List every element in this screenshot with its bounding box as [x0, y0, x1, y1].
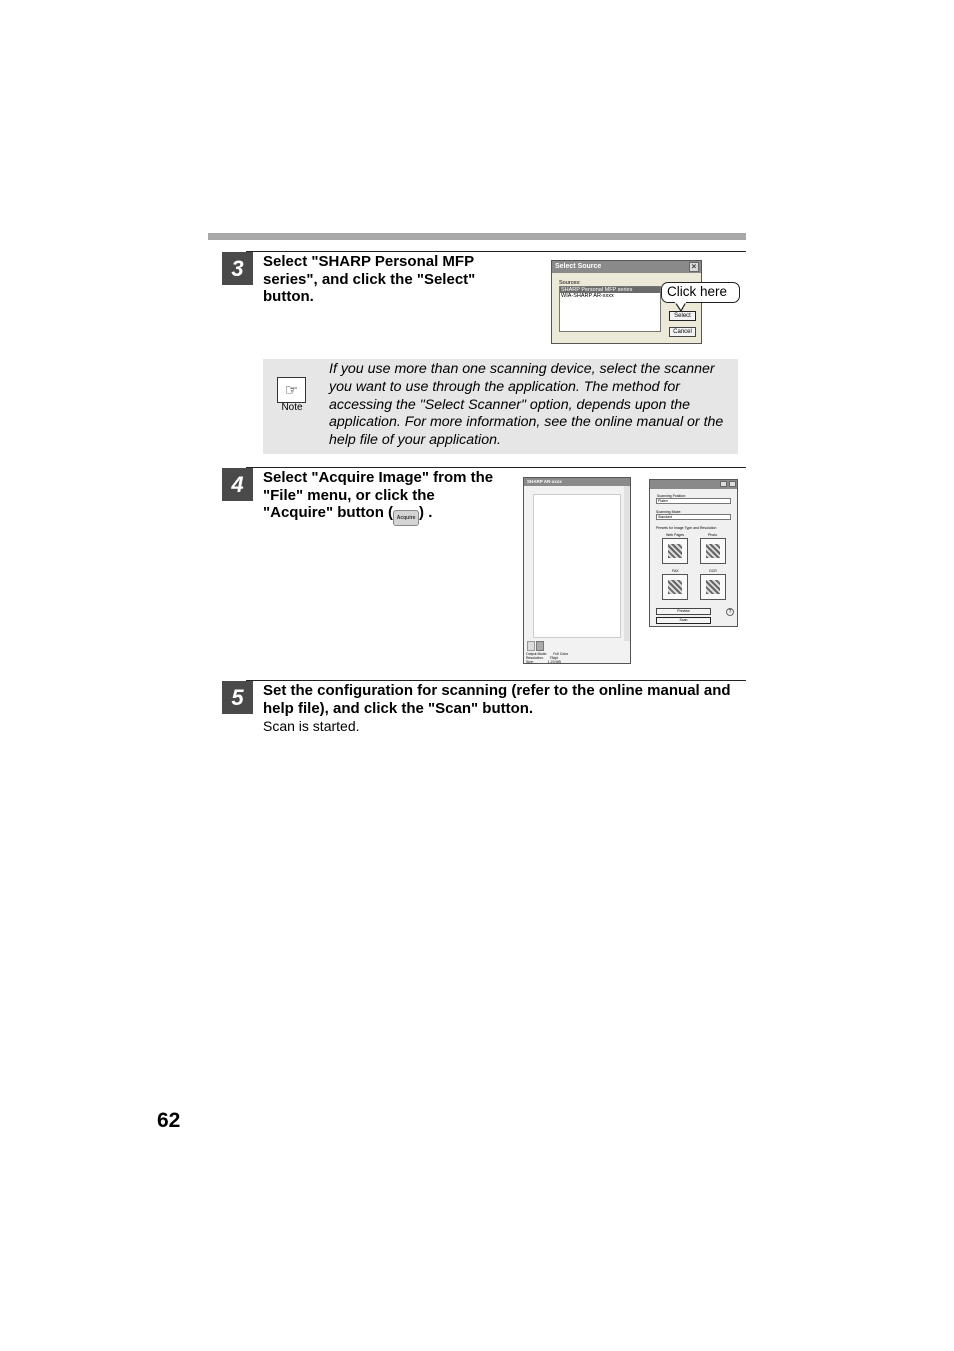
dialog-titlebar: [552, 261, 701, 273]
preset-label-photo: Photo: [708, 533, 718, 537]
ocr-icon[interactable]: [700, 574, 726, 600]
position-label: Scanning Position:: [657, 494, 686, 498]
preset-label-ocr: OCR: [709, 569, 717, 573]
preview-button[interactable]: Preview: [656, 608, 711, 615]
step-3-text: Select "SHARP Personal MFP series", and click the "Select" button.: [263, 253, 476, 305]
presets-label: Presets for Image Type and Resolution: [656, 526, 717, 530]
info-rows: Output Mode: Full Color Resolution: 75dpi Size: 1.23 MB: [526, 652, 569, 664]
pointing-hand-icon: ☞: [277, 377, 306, 403]
scrollbar[interactable]: [624, 486, 630, 641]
fax-icon[interactable]: [662, 574, 688, 600]
mode-label: Scanning Mode:: [656, 510, 682, 514]
note-box: [263, 359, 738, 454]
thumb-icon: [536, 641, 544, 651]
page-number: 62: [157, 1109, 181, 1132]
source-item[interactable]: WIA-SHARP AR-xxxx: [561, 293, 614, 299]
web-pages-icon[interactable]: [662, 538, 688, 564]
sources-list[interactable]: [559, 286, 661, 332]
settings-titlebar: [650, 480, 737, 489]
note-label: Note: [281, 402, 303, 413]
app-window: [523, 477, 631, 664]
step-4-text-before: Select "Acquire Image" from the "File" menu, or click the "Acquire" button (: [263, 469, 494, 521]
click-here-callout: Click here: [661, 282, 740, 303]
step-3-rule: [246, 251, 746, 252]
callout-pointer: [674, 302, 688, 312]
sources-label: Sources:: [559, 280, 581, 286]
step-4-number: 4: [222, 468, 253, 501]
help-icon[interactable]: ?: [726, 608, 734, 616]
preset-label-web: Web Pages: [666, 533, 685, 537]
step-5-number: 5: [222, 681, 253, 714]
thumb-icon: [527, 641, 535, 651]
app-titlebar: [524, 478, 630, 486]
preview-area: [533, 494, 621, 638]
mode-select[interactable]: Standard: [656, 514, 731, 520]
header-bar: [208, 233, 746, 240]
minimize-icon[interactable]: [720, 481, 727, 487]
acquire-button-icon[interactable]: Acquire: [393, 510, 419, 526]
photo-icon[interactable]: [700, 538, 726, 564]
position-select[interactable]: Platen: [656, 498, 731, 504]
step-5-rule: [246, 680, 746, 681]
step-4-text: [263, 469, 503, 526]
close-icon[interactable]: [729, 481, 736, 487]
step-4-rule: [246, 467, 746, 468]
scan-button[interactable]: Scan: [656, 617, 711, 624]
close-icon[interactable]: ×: [689, 262, 699, 272]
select-button[interactable]: Select: [669, 311, 696, 321]
step-5-subtext: Scan is started.: [263, 718, 360, 734]
source-item-selected[interactable]: SHARP Personal MFP series: [560, 287, 660, 293]
dialog-title: Select Source: [555, 263, 602, 270]
note-text: If you use more than one scanning device, select the scanner you want to use through the application. The method for accessing the "Select Scanner" option, depends upon the application. For more information, see the online manual or the help file of your application.: [329, 361, 724, 449]
cancel-button[interactable]: Cancel: [669, 327, 696, 337]
step-4-text-after: ) .: [419, 504, 433, 521]
app-title: SHARP AR-xxxx: [527, 479, 562, 484]
step-5-text: Set the configuration for scanning (refer to the online manual and help file), and click the "Scan" button.: [263, 682, 731, 717]
scan-settings-window: [649, 479, 738, 627]
step-3-number: 3: [222, 252, 253, 285]
preset-label-fax: FAX: [672, 569, 679, 573]
